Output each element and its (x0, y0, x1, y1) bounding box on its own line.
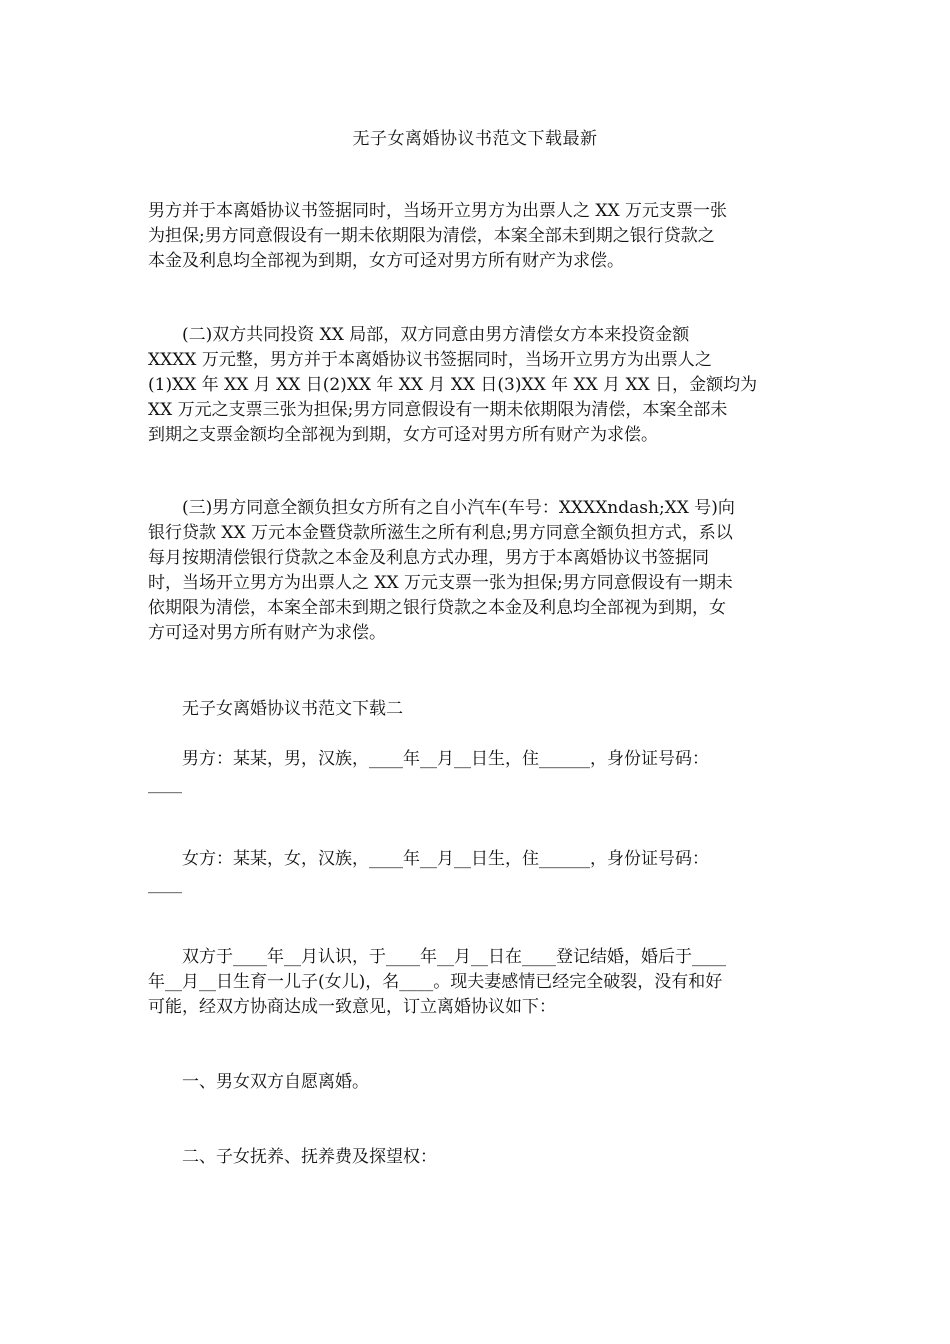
text-line: 本金及利息均全部视为到期，女方可迳对男方所有财产为求偿。 (148, 251, 624, 271)
text-line: (1)XX 年 XX 月 XX 日(2)XX 年 XX 月 XX 日(3)XX 年 XX 月 XX 日，金额均为 (148, 375, 758, 395)
text-line: 双方于____年__月认识，于____年__月__日在____登记结婚，婚后于____ (182, 947, 726, 967)
document-title: 无子女离婚协议书范文下载最新 (352, 129, 598, 149)
text-line: 到期之支票金额均全部视为到期，女方可迳对男方所有财产为求偿。 (148, 425, 658, 445)
paragraph-guarantee-check (148, 199, 800, 274)
clause-one (148, 1070, 800, 1095)
text-line: 年__月__日生育一儿子(女儿)，名____。现夫妻感情已经完全破裂，没有和好 (148, 972, 723, 992)
text-line: 方可迳对男方所有财产为求偿。 (148, 623, 386, 643)
text-line: 银行贷款 XX 万元本金暨贷款所滋生之所有利息;男方同意全额负担方式，系以 (148, 523, 733, 543)
text-line: ____ (148, 874, 182, 894)
text-line: 一、男女双方自愿离婚。 (182, 1072, 369, 1092)
text-line: 时，当场开立男方为出票人之 XX 万元支票一张为担保;男方同意假设有一期未 (148, 573, 733, 593)
text-line: 每月按期清偿银行贷款之本金及利息方式办理，男方于本离婚协议书签据同 (148, 548, 709, 568)
text-line: 男方并于本离婚协议书签据同时，当场开立男方为出票人之 XX 万元支票一张 (148, 201, 728, 221)
section-heading-second-sample (148, 697, 800, 722)
text-line: 二、子女抚养、抚养费及探望权： (182, 1147, 437, 1167)
text-line: (三)男方同意全额负担女方所有之自小汽车(车号：XXXXndash;XX 号)向 (182, 498, 735, 518)
text-line: XX 万元之支票三张为担保;男方同意假设有一期未依期限为清偿，本案全部未 (148, 400, 728, 420)
text-line: XXXX 万元整，男方并于本离婚协议书签据同时，当场开立男方为出票人之 (148, 350, 712, 370)
text-line: 可能，经双方协商达成一致意见，订立离婚协议如下： (148, 997, 556, 1017)
text-line: 无子女离婚协议书范文下载二 (182, 699, 403, 719)
paragraph-male-party (148, 747, 800, 797)
paragraph-joint-investment (148, 323, 800, 448)
paragraph-female-party (148, 847, 800, 897)
text-line: 女方：某某，女，汉族，____年__月__日生，住______，身份证号码： (182, 849, 709, 869)
text-line: 为担保;男方同意假设有一期未依期限为清偿，本案全部未到期之银行贷款之 (148, 226, 715, 246)
clause-two (148, 1145, 800, 1170)
text-line: 依期限为清偿，本案全部未到期之银行贷款之本金及利息均全部视为到期，女 (148, 598, 726, 618)
paragraph-marriage-background (148, 945, 800, 1020)
text-line: ____ (148, 774, 182, 794)
text-line: (二)双方共同投资 XX 局部，双方同意由男方清偿女方本来投资金额 (182, 325, 690, 345)
paragraph-car-loan (148, 496, 800, 646)
text-line: 男方：某某，男，汉族，____年__月__日生，住______，身份证号码： (182, 749, 709, 769)
